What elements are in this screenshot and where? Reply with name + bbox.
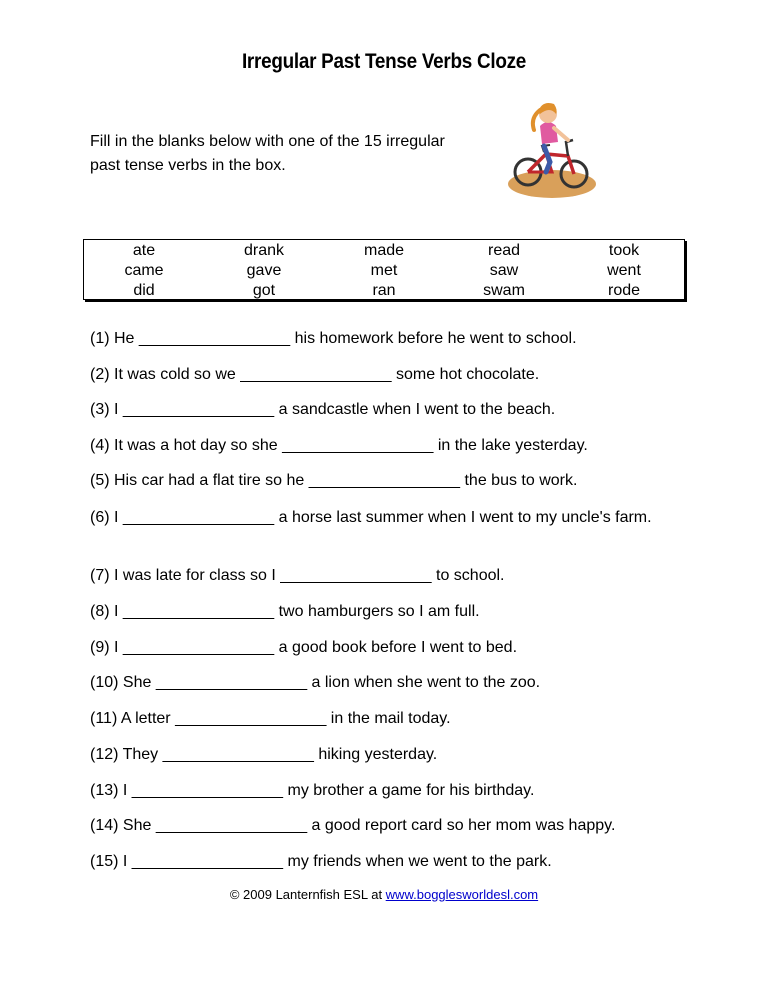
question-13: (13) I _________________ my brother a game for his birthday. bbox=[90, 782, 535, 799]
word: read bbox=[487, 242, 521, 259]
question-15: (15) I _________________ my friends when we went to the park. bbox=[90, 853, 552, 870]
word: took bbox=[608, 242, 640, 259]
question-9: (9) I _________________ a good book before I went to bed. bbox=[90, 639, 518, 656]
word-column bbox=[324, 241, 444, 301]
question-4: (4) It was a hot day so she _________________ in the lake yesterday. bbox=[90, 437, 588, 454]
page-title: Irregular Past Tense Verbs Cloze bbox=[241, 50, 527, 73]
word: got bbox=[252, 282, 276, 299]
word-column bbox=[204, 241, 324, 301]
word-column bbox=[84, 241, 204, 301]
question-3: (3) I _________________ a sandcastle when I went to the beach. bbox=[90, 401, 556, 418]
word: made bbox=[363, 242, 405, 259]
word: came bbox=[124, 262, 164, 279]
word: did bbox=[133, 282, 155, 299]
girl-bicycle-illustration bbox=[506, 92, 598, 200]
word-column bbox=[444, 241, 564, 301]
question-1: (1) He _________________ his homework before he went to school. bbox=[90, 330, 577, 347]
question-12: (12) They _________________ hiking yesterday. bbox=[90, 746, 438, 763]
word: met bbox=[370, 262, 398, 279]
question-8: (8) I _________________ two hamburgers so I am full. bbox=[90, 603, 480, 620]
question-5: (5) His car had a flat tire so he _________________ the bus to work. bbox=[90, 472, 578, 489]
question-2: (2) It was cold so we _________________ some hot chocolate. bbox=[90, 366, 540, 383]
word: rode bbox=[607, 282, 641, 299]
word: drank bbox=[243, 242, 285, 259]
word: gave bbox=[246, 262, 282, 279]
footer bbox=[0, 887, 768, 902]
question-14: (14) She _________________ a good report card so her mom was happy. bbox=[90, 817, 616, 834]
question-7: (7) I was late for class so I _________________ to school. bbox=[90, 567, 505, 584]
word: went bbox=[607, 262, 641, 279]
instructions: Fill in the blanks below with one of the 15 irregular past tense verbs in the box. bbox=[90, 133, 445, 174]
word: ate bbox=[132, 242, 156, 259]
question-11: (11) A letter _________________ in the mail today. bbox=[90, 710, 451, 727]
word: swam bbox=[483, 282, 525, 299]
question-10: (10) She _________________ a lion when she went to the zoo. bbox=[90, 674, 541, 691]
footer-website-link[interactable]: www.bogglesworldesl.com bbox=[385, 887, 539, 902]
word-column bbox=[564, 241, 684, 301]
word: saw bbox=[489, 262, 519, 279]
word: ran bbox=[372, 282, 396, 299]
word-box bbox=[83, 239, 685, 300]
question-6: (6) I _________________ a horse last summer when I went to my uncle's farm. bbox=[90, 509, 652, 526]
footer-copyright: © 2009 Lanternfish ESL at bbox=[229, 887, 386, 902]
